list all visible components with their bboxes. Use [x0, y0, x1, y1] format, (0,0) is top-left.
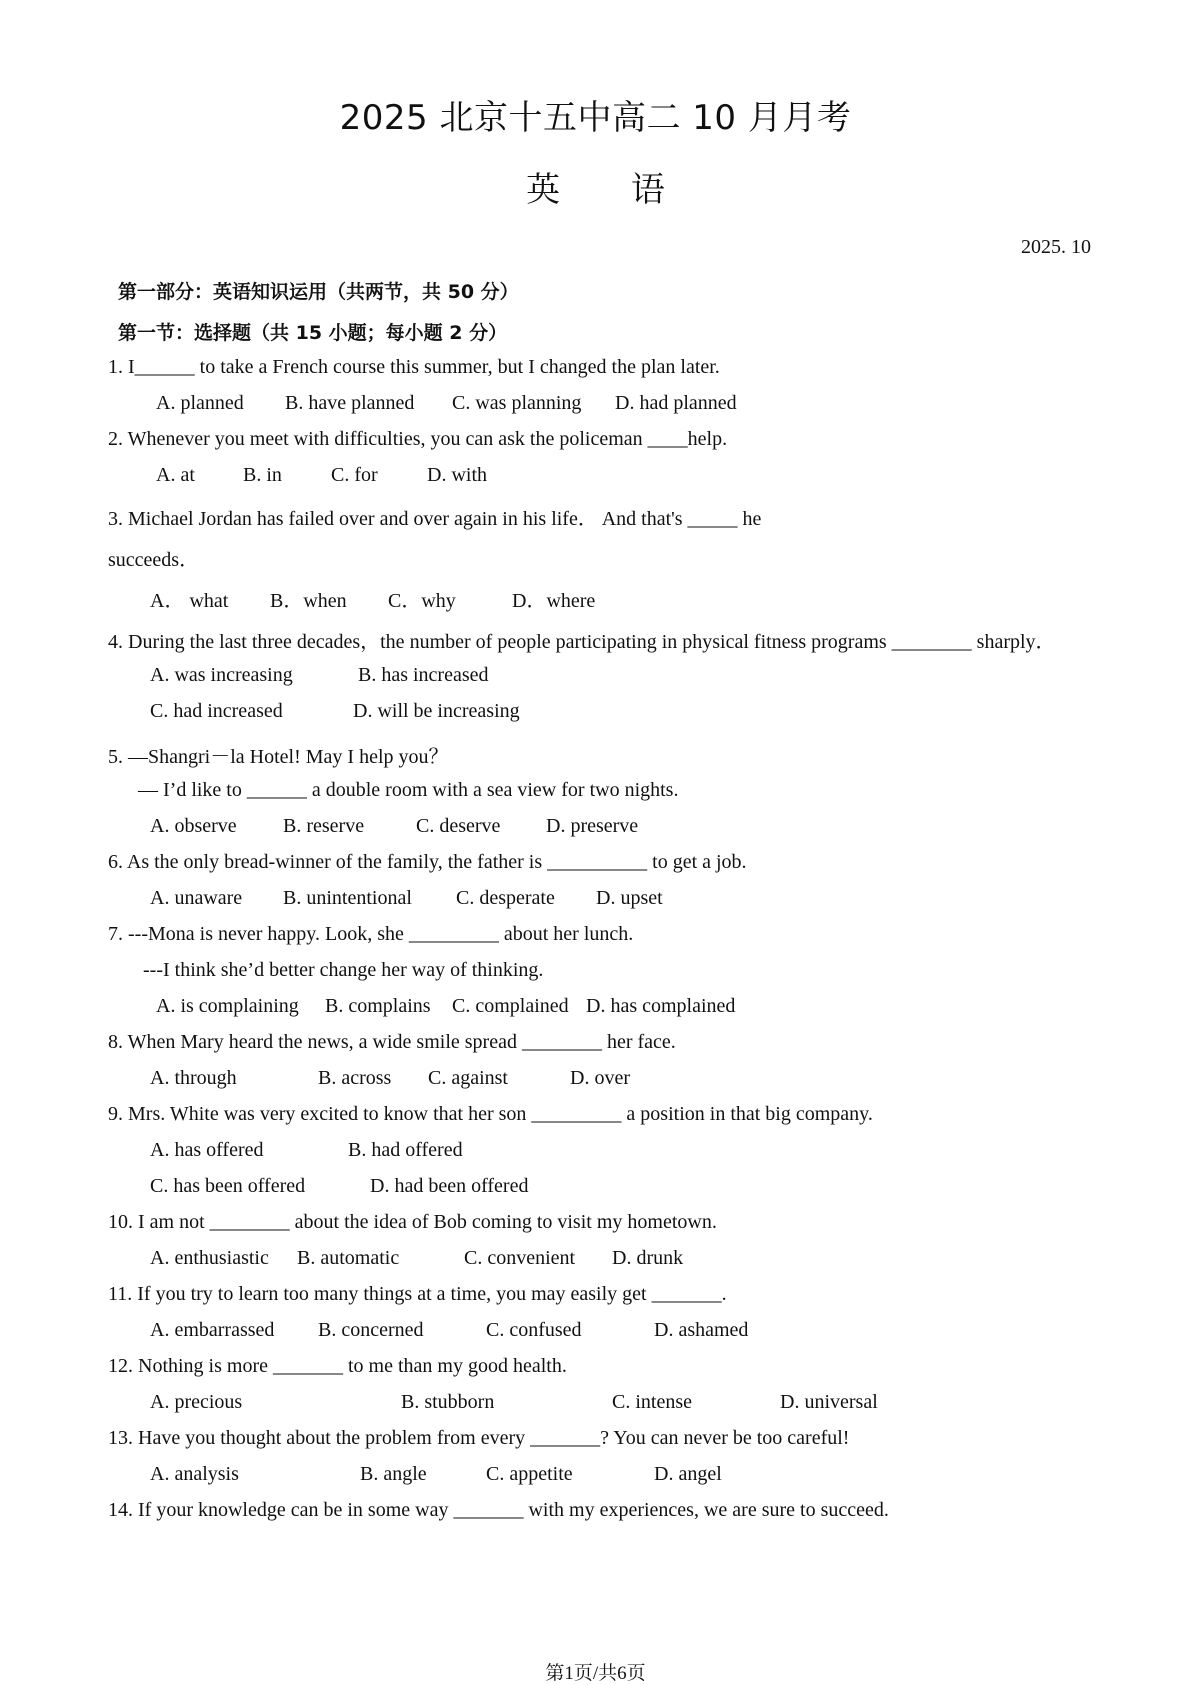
q4-option-c: C. had increased — [150, 700, 283, 722]
q7-option-d: D. has complained — [586, 995, 736, 1017]
q1-option-b: B. have planned — [285, 392, 415, 414]
q8-option-a: A. through — [150, 1067, 237, 1089]
q8-option-c: C. against — [428, 1067, 508, 1089]
q3-option-b: B．when — [270, 590, 347, 612]
question-4-stem: 4. During the last three decades，the number of people participating in physical fitness programs ________ sharply． — [108, 631, 1056, 653]
q4-option-b: B. has increased — [358, 664, 489, 686]
question-10-stem: 10. I am not ________ about the idea of Bob coming to visit my hometown. — [108, 1211, 717, 1233]
question-9-stem: 9. Mrs. White was very excited to know that her son _________ a position in that big company. — [108, 1103, 873, 1125]
q9-option-b: B. had offered — [348, 1139, 463, 1161]
q8-option-d: D. over — [570, 1067, 630, 1089]
q5-option-a: A. observe — [150, 815, 237, 837]
q11-option-c: C. confused — [486, 1319, 582, 1341]
q5-option-b: B. reserve — [283, 815, 365, 837]
q10-option-b: B. automatic — [297, 1247, 400, 1269]
q13-option-c: C. appetite — [486, 1463, 573, 1485]
question-13-stem: 13. Have you thought about the problem from every _______? You can never be too careful! — [108, 1427, 850, 1449]
section-heading: 第一节：选择题（共 15 小题；每小题 2 分） — [118, 322, 508, 344]
q1-option-c: C. was planning — [452, 392, 582, 414]
exam-date: 2025. 10 — [1021, 236, 1091, 258]
q12-option-c: C. intense — [612, 1391, 692, 1413]
question-5-stem-cont: — I’d like to ______ a double room with a sea view for two nights. — [138, 779, 679, 801]
q12-option-d: D. universal — [780, 1391, 878, 1413]
q12-option-b: B. stubborn — [401, 1391, 495, 1413]
q4-option-d: D. will be increasing — [353, 700, 520, 722]
q11-option-a: A. embarrassed — [150, 1319, 275, 1341]
q2-option-a: A. at — [156, 464, 195, 486]
q3-option-d: D．where — [512, 590, 596, 612]
q3-option-c: C．why — [388, 590, 456, 612]
q6-option-a: A. unaware — [150, 887, 243, 909]
part-heading: 第一部分：英语知识运用（共两节，共 50 分） — [118, 281, 519, 303]
q6-option-b: B. unintentional — [283, 887, 412, 909]
q10-option-c: C. convenient — [464, 1247, 576, 1269]
question-2-stem: 2. Whenever you meet with difficulties, you can ask the policeman ____help. — [108, 428, 728, 450]
q2-option-b: B. in — [243, 464, 282, 486]
question-8-stem: 8. When Mary heard the news, a wide smile spread ________ her face. — [108, 1031, 676, 1053]
q1-option-a: A. planned — [156, 392, 244, 414]
subject-title: 英 语 — [526, 170, 665, 210]
q7-option-c: C. complained — [452, 995, 569, 1017]
question-3-stem: 3. Michael Jordan has failed over and over again in his life． And that's _____ he — [108, 508, 762, 530]
q11-option-d: D. ashamed — [654, 1319, 749, 1341]
q3-option-a: A． what — [150, 590, 229, 612]
q1-option-d: D. had planned — [615, 392, 737, 414]
q4-option-a: A. was increasing — [150, 664, 293, 686]
question-12-stem: 12. Nothing is more _______ to me than my good health. — [108, 1355, 567, 1377]
page-footer: 第1页/共6页 — [545, 1663, 646, 1684]
q2-option-c: C. for — [331, 464, 378, 486]
q13-option-d: D. angel — [654, 1463, 722, 1485]
q10-option-d: D. drunk — [612, 1247, 684, 1269]
question-7-stem-cont: ---I think she’d better change her way of thinking. — [143, 959, 544, 981]
q5-option-c: C. deserve — [416, 815, 501, 837]
q2-option-d: D. with — [427, 464, 487, 486]
question-7-stem: 7. ---Mona is never happy. Look, she _________ about her lunch. — [108, 923, 634, 945]
question-14-stem: 14. If your knowledge can be in some way _______ with my experiences, we are sure to succeed. — [108, 1499, 889, 1521]
q13-option-b: B. angle — [360, 1463, 427, 1485]
q6-option-d: D. upset — [596, 887, 663, 909]
question-6-stem: 6. As the only bread-winner of the family, the father is __________ to get a job. — [108, 851, 747, 873]
q9-option-d: D. had been offered — [370, 1175, 529, 1197]
q6-option-c: C. desperate — [456, 887, 555, 909]
q7-option-b: B. complains — [325, 995, 431, 1017]
question-5-stem: 5. —Shangri－la Hotel! May I help you？ — [108, 746, 449, 768]
q8-option-b: B. across — [318, 1067, 392, 1089]
q5-option-d: D. preserve — [546, 815, 639, 837]
question-11-stem: 11. If you try to learn too many things at a time, you may easily get _______. — [108, 1283, 727, 1305]
q12-option-a: A. precious — [150, 1391, 243, 1413]
page-title: 2025 北京十五中高二 10 月月考 — [339, 98, 852, 138]
q9-option-c: C. has been offered — [150, 1175, 306, 1197]
q10-option-a: A. enthusiastic — [150, 1247, 269, 1269]
q9-option-a: A. has offered — [150, 1139, 264, 1161]
q11-option-b: B. concerned — [318, 1319, 424, 1341]
q7-option-a: A. is complaining — [156, 995, 299, 1017]
q13-option-a: A. analysis — [150, 1463, 239, 1485]
question-3-stem-cont: succeeds． — [108, 549, 200, 571]
question-1-stem: 1. I______ to take a French course this summer, but I changed the plan later. — [108, 356, 720, 378]
